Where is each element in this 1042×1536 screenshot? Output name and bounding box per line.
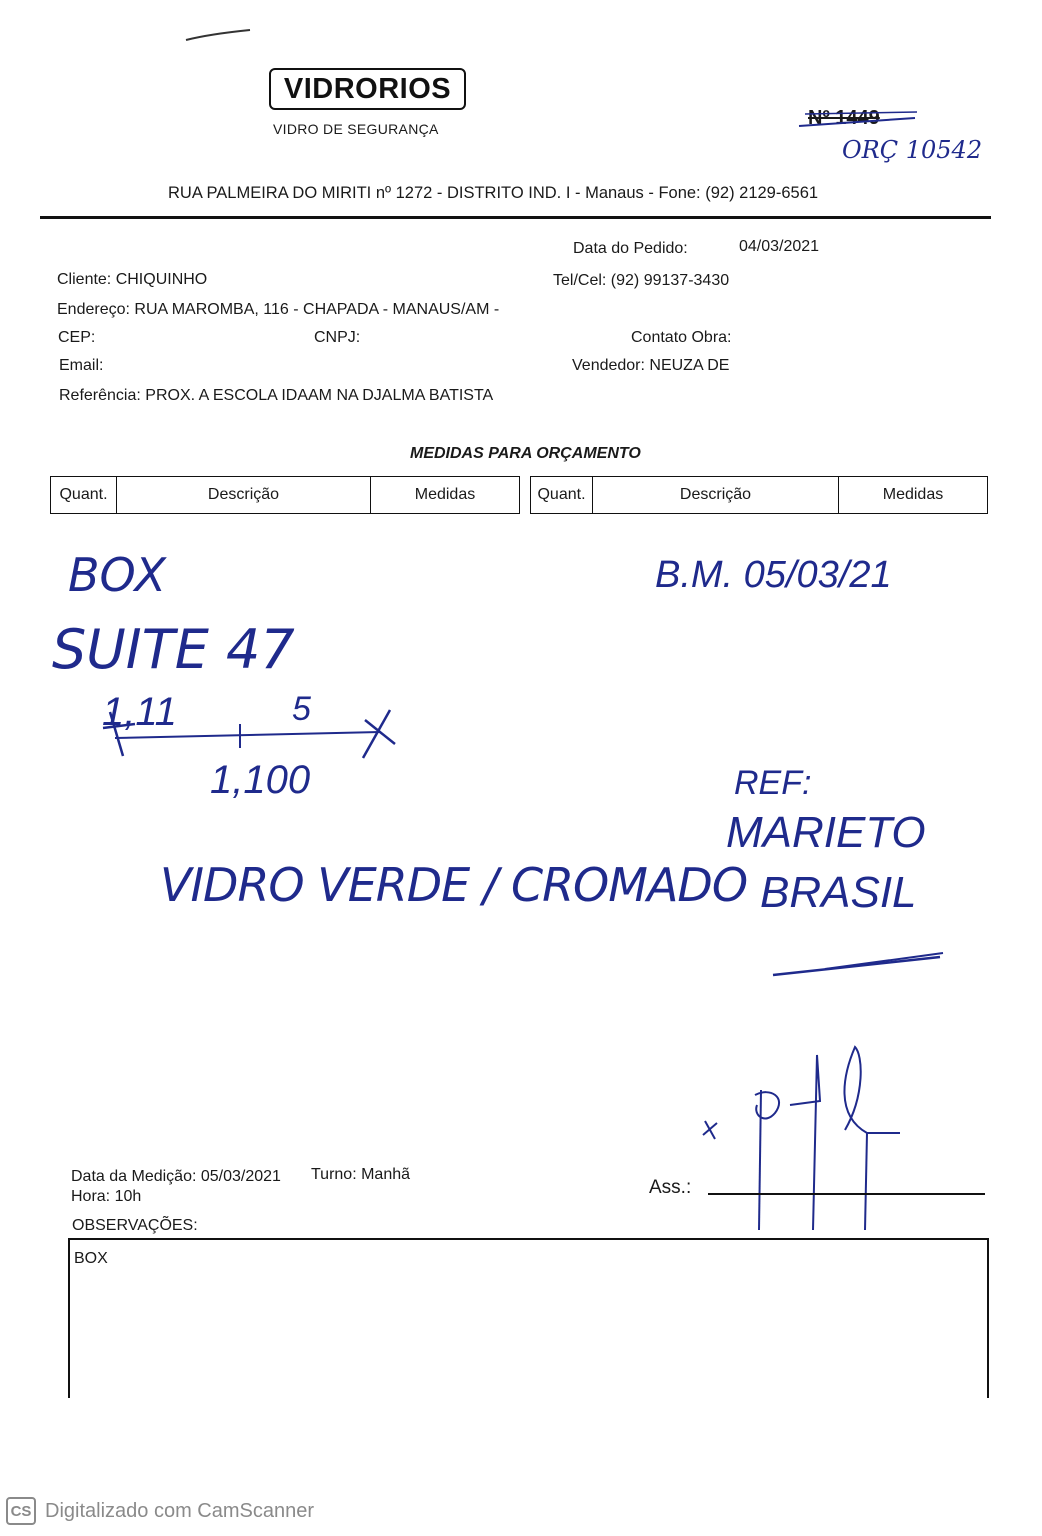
table-header-right [530,476,988,514]
cep-field: CEP: [58,329,96,346]
signature [695,1035,925,1235]
observations-value: BOX [74,1250,108,1267]
client-address: Endereço: RUA MAROMBA, 116 - CHAPADA - MANAUS/AM - [57,301,500,318]
company-address: RUA PALMEIRA DO MIRITI nº 1272 - DISTRITO IND. I - Manaus - Fone: (92) 2129-6561 [168,184,819,202]
order-date-label: Data do Pedido: [573,240,688,257]
col-descricao: Descrição [117,477,371,513]
handwritten-ref-line1: MARIETO [726,808,926,857]
measurements-title: MEDIDAS PARA ORÇAMENTO [410,445,641,462]
handwritten-suite: SUITE 47 [52,618,295,681]
company-logo: VIDRORIOS [269,68,466,110]
strike-lines [795,104,925,134]
header-divider [40,216,991,219]
handwritten-date-note: B.M. 05/03/21 [655,554,892,596]
col-medidas: Medidas [882,486,944,503]
table-header-left [50,476,520,514]
handwritten-glass-spec: VIDRO VERDE / CROMADO [160,858,748,912]
reference-field: Referência: PROX. A ESCOLA IDAAM NA DJALMA BATISTA [59,387,494,404]
signature-label: Ass.: [649,1177,692,1198]
cnpj-field: CNPJ: [314,329,361,346]
orc-number-handwritten: ORÇ 10542 [842,136,983,164]
site-contact-field: Contato Obra: [631,329,732,346]
form-number-struck: Nº 1449 [808,107,880,129]
handwritten-ref-line2: BRASIL [760,868,917,917]
handwritten-ref-label: REF: [734,764,812,802]
observations-box [68,1238,989,1398]
handwritten-dim-left: 1,11 [102,690,177,734]
handwritten-dim-bottom: 1,100 [210,758,311,802]
signature-line [708,1193,985,1195]
measurement-hour: Hora: 10h [71,1188,142,1205]
salesperson-field: Vendedor: NEUZA DE [572,357,730,374]
measurement-date: Data da Medição: 05/03/2021 [71,1168,281,1185]
handwritten-dim-right: 5 [292,690,311,728]
camscanner-text: Digitalizado com CamScanner [45,1500,315,1522]
col-quant: Quant. [51,477,117,513]
underline-strokes [765,945,955,985]
order-date-value: 04/03/2021 [739,238,820,255]
client-name: Cliente: CHIQUINHO [57,271,208,288]
col-quant: Quant. [531,477,593,513]
stray-pen-mark [180,22,260,47]
shift: Turno: Manhã [311,1166,411,1183]
dimension-line [95,700,415,760]
email-field: Email: [59,357,104,374]
camscanner-badge: CS [6,1497,36,1525]
logo-subtitle: VIDRO DE SEGURANÇA [273,121,439,137]
col-descricao: Descrição [593,477,839,513]
handwritten-box: BOX [68,548,167,602]
client-phone: Tel/Cel: (92) 99137-3430 [553,272,730,289]
observations-label: OBSERVAÇÕES: [72,1217,198,1234]
col-medidas: Medidas [414,486,476,503]
scanner-footer [0,1491,1042,1536]
